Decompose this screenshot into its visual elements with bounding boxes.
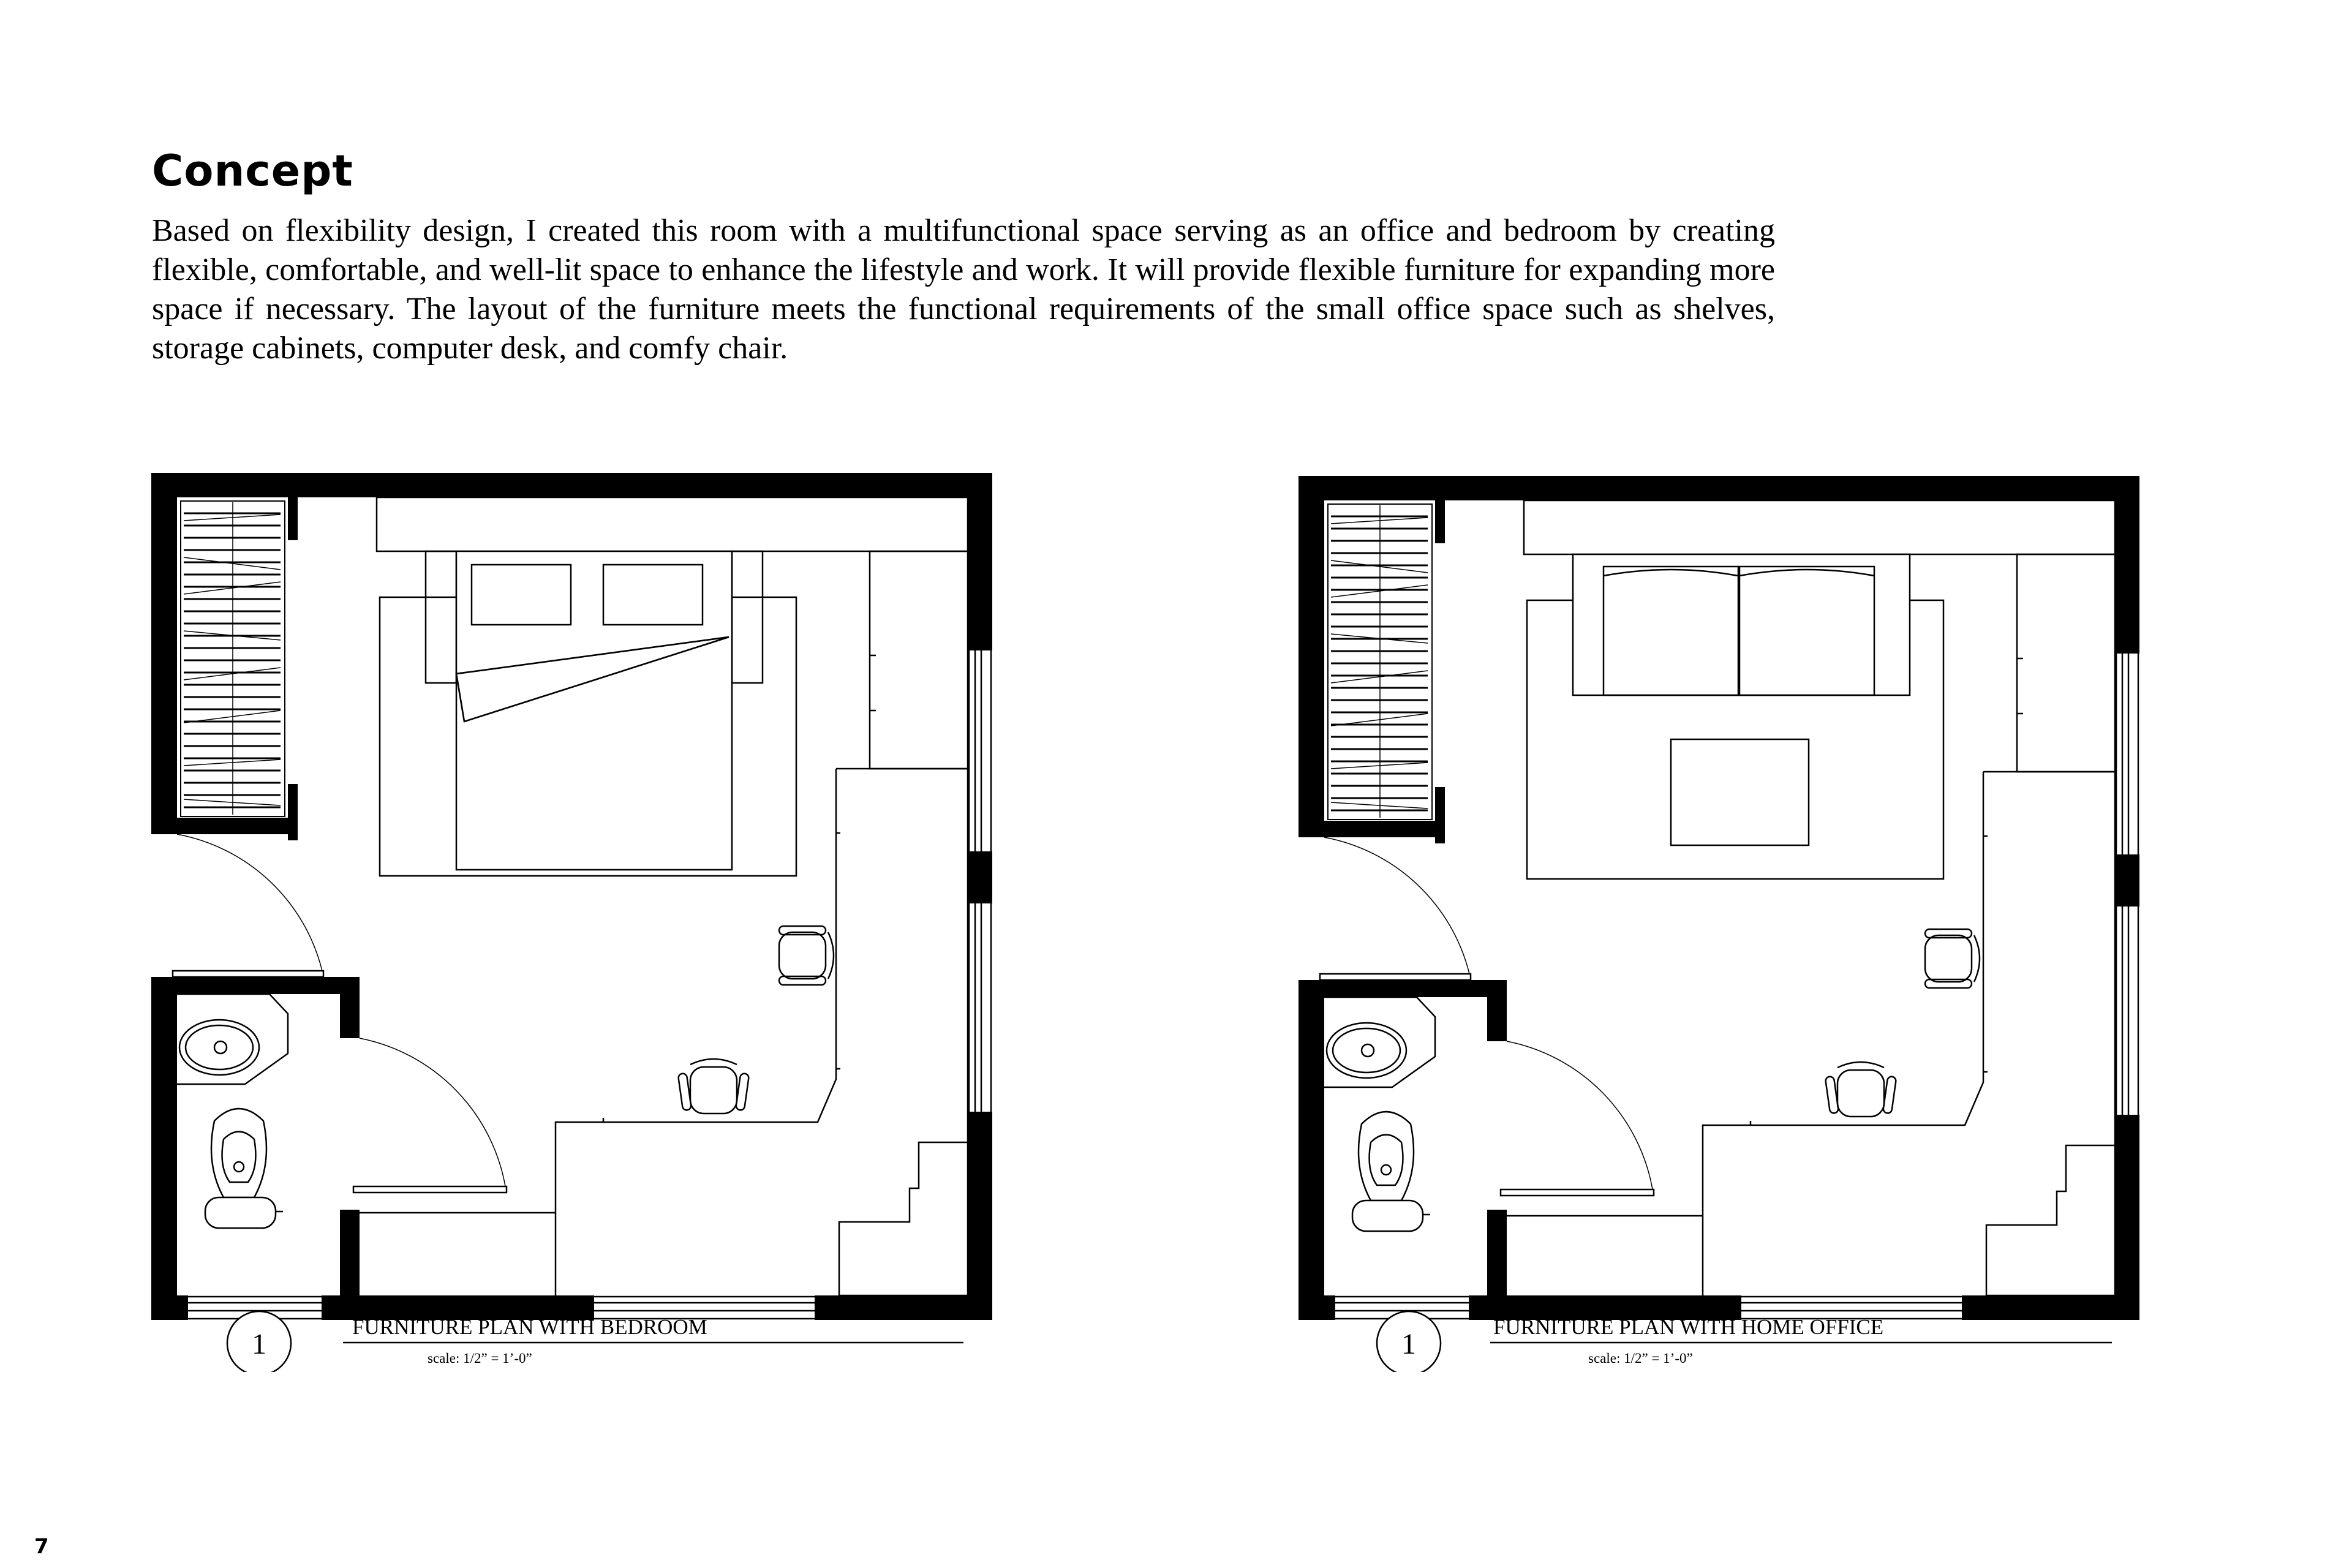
- nightstand-right: [732, 551, 763, 683]
- desk-chair-right: [1925, 929, 1980, 988]
- bathroom-door: [353, 1038, 556, 1213]
- plan-title: FURNITURE PLAN WITH BEDROOM: [352, 1315, 707, 1339]
- sofa: [1573, 554, 1910, 695]
- wardrobe: [870, 551, 968, 769]
- wall-panel: [377, 497, 968, 551]
- desk-chair-bottom: [678, 1059, 749, 1114]
- home-office-floor-plan: [1294, 466, 2139, 1372]
- coffee-table: [1671, 739, 1809, 845]
- plan-scale: scale: 1/2” = 1’-0”: [428, 1351, 532, 1366]
- entry-door: [1320, 837, 1471, 980]
- toilet: [205, 1109, 283, 1228]
- bedroom-floor-plan: [147, 466, 992, 1372]
- plan-title: FURNITURE PLAN WITH HOME OFFICE: [1493, 1315, 1884, 1339]
- l-shaped-desk: [1703, 772, 2115, 1295]
- plan-number: 1: [1401, 1328, 1416, 1360]
- desk-chair-right: [779, 926, 834, 985]
- bathroom-door: [1501, 1041, 1703, 1216]
- page-number: 7: [34, 1534, 49, 1559]
- wall-panel: [1524, 500, 2115, 554]
- wardrobe: [2017, 554, 2115, 772]
- concept-heading: Concept: [152, 146, 353, 196]
- plan-scale: scale: 1/2” = 1’-0”: [1588, 1351, 1693, 1366]
- concept-paragraph: Based on flexibility design, I created this room with a multifunctional space serving as an office and bedroom by creating flexible, comfortable, and well-lit space to enhance the lifestyle and work. It will provide flexible furniture for expanding more space if necessary. The layout of the furniture meets the functional requirements of the small office space such as shelves, storage cabinets, computer desk, and comfy chair.: [152, 213, 1775, 366]
- bathroom-sink: [1324, 997, 1435, 1087]
- window-right-lower: [2116, 907, 2138, 1115]
- toilet: [1352, 1112, 1430, 1231]
- closet-shelves: [181, 501, 285, 816]
- plan-number: 1: [252, 1328, 266, 1360]
- window-right-lower: [969, 903, 991, 1112]
- window-right-upper: [969, 650, 991, 851]
- window-right-upper: [2116, 654, 2138, 854]
- closet-shelves: [1328, 504, 1432, 820]
- bathroom-sink: [177, 994, 288, 1084]
- entry-door: [173, 834, 323, 977]
- bed: [456, 551, 732, 870]
- desk-chair-bottom: [1825, 1062, 1896, 1117]
- nightstand-left: [426, 551, 456, 683]
